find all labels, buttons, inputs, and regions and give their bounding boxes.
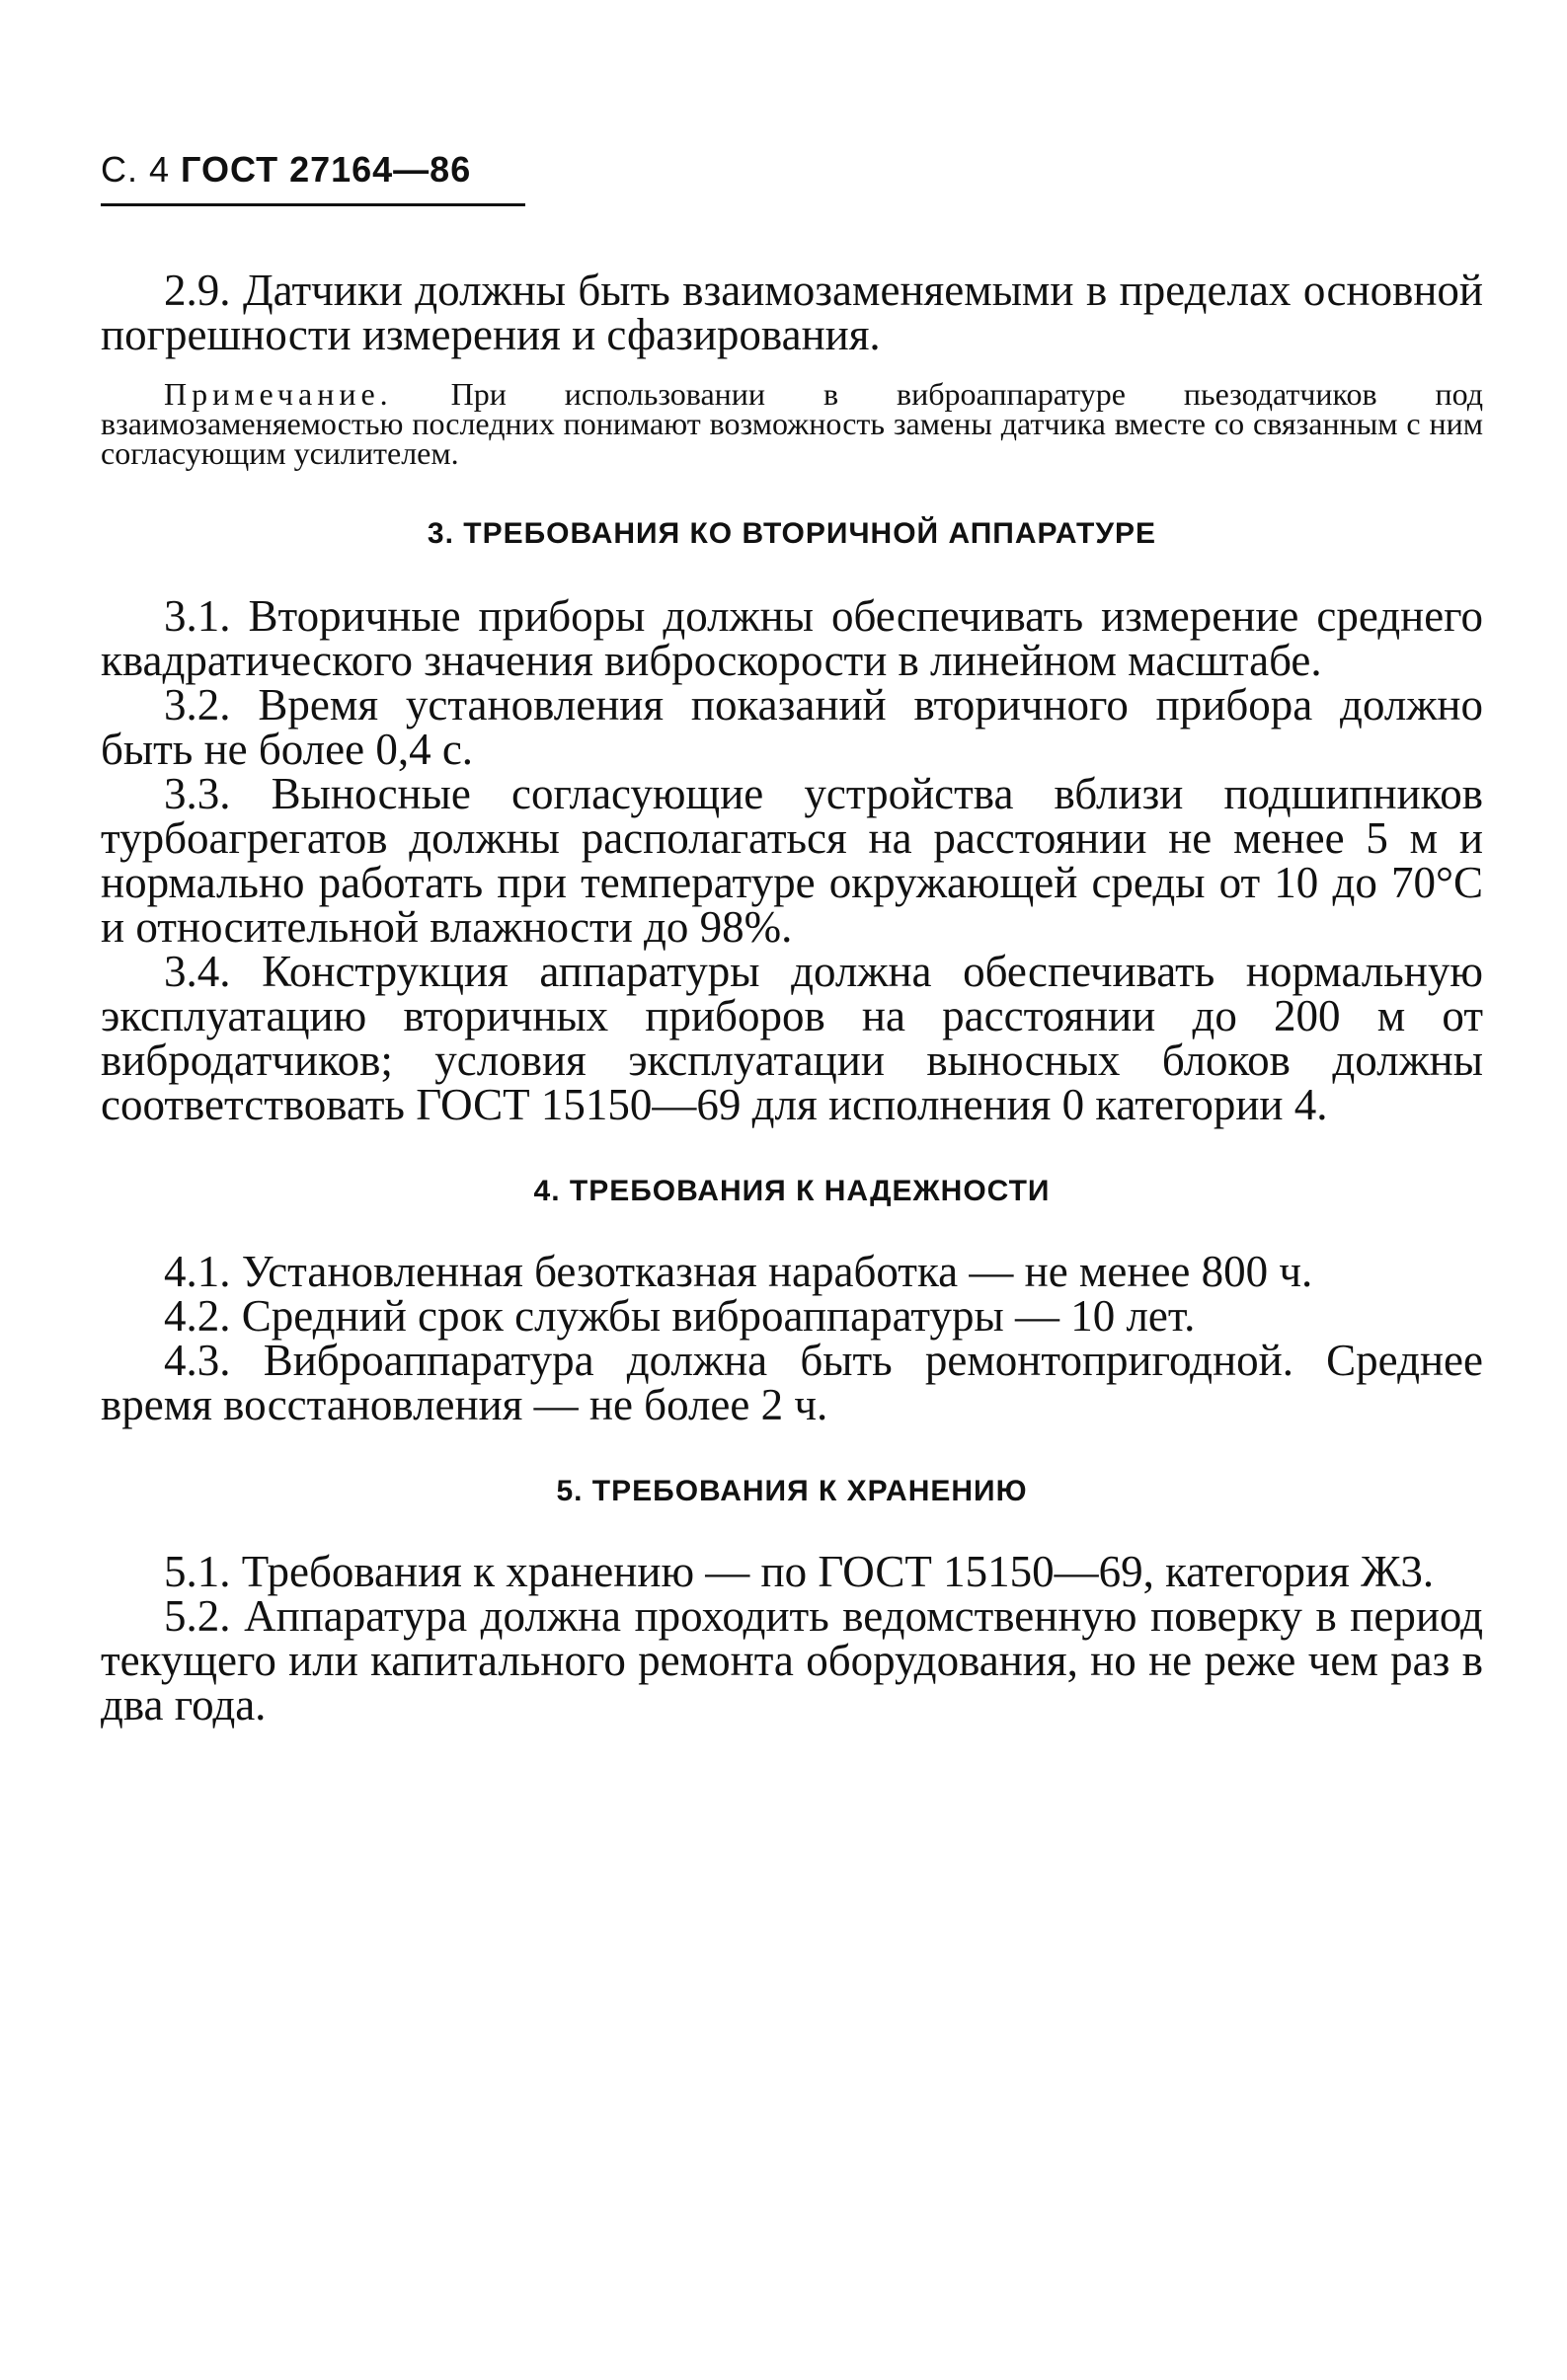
note-text: При использовании в виброаппаратуре пьезодатчиков под взаимозаменяемостью последних понимают возможность замены датчика вместе со связанным с ним согласующим усилителем. <box>101 376 1484 471</box>
section-4-heading: 4. ТРЕБОВАНИЯ К НАДЕЖНОСТИ <box>533 1175 1051 1207</box>
paragraph-4-3: 4.3. Виброаппаратура должна быть ремонтопригодной. Среднее время восстановления — не более 2 ч. <box>101 1336 1483 1429</box>
paragraph-3-4: 3.4. Конструкция аппаратуры должна обеспечивать нормальную эксплуатацию вторичных приборов на расстоянии до 200 м от вибродатчиков; условия эксплуатации выносных блоков должны соответствовать ГОСТ 15150—69 для исполнения 0 категории 4. <box>101 947 1483 1129</box>
paragraph-3-2: 3.2. Время установления показаний вторичного прибора должно быть не более 0,4 с. <box>101 680 1483 774</box>
section-5-body <box>101 1547 1483 1729</box>
section-4-body <box>101 1247 1483 1429</box>
note-label: Примечание. <box>164 376 393 412</box>
section-3-body <box>101 591 1483 1129</box>
paragraph-4-1: 4.1. Установленная безотказная наработка — не менее 800 ч. <box>164 1247 1313 1296</box>
section-3-heading: 3. ТРЕБОВАНИЯ КО ВТОРИЧНОЙ АППАРАТУРЕ <box>427 517 1157 550</box>
paragraph-3-3: 3.3. Выносные согласующие устройства вблизи подшипников турбоагрегатов должны располагаться на расстоянии не менее 5 м и нормально работать при температуре окружающей среды от 10 до 70°С и относительной влажности до 98%. <box>101 769 1483 952</box>
page-header <box>101 148 1483 192</box>
paragraph-3-1: 3.1. Вторичные приборы должны обеспечивать измерение среднего квадратического значения виброскорости в линейном масштабе. <box>101 591 1483 685</box>
section-5-heading: 5. ТРЕБОВАНИЯ К ХРАНЕНИЮ <box>556 1475 1028 1507</box>
note <box>101 376 1484 471</box>
paragraph-4-2: 4.2. Средний срок службы виброаппаратуры — 10 лет. <box>164 1291 1196 1341</box>
standard-number: ГОСТ 27164—86 <box>181 149 472 190</box>
paragraph-2-9: 2.9. Датчики должны быть взаимозаменяемыми в пределах основной погрешности измерения и сфазирования. <box>101 266 1483 359</box>
paragraph-5-2: 5.2. Аппаратура должна проходить ведомственную поверку в период текущего или капитального ремонта оборудования, но не реже чем раз в два года. <box>101 1591 1483 1729</box>
page-label: С. 4 <box>101 149 171 190</box>
document-page <box>101 148 1483 1727</box>
paragraph-5-1: 5.1. Требования к хранению — по ГОСТ 15150—69, категория Ж3. <box>164 1547 1435 1596</box>
